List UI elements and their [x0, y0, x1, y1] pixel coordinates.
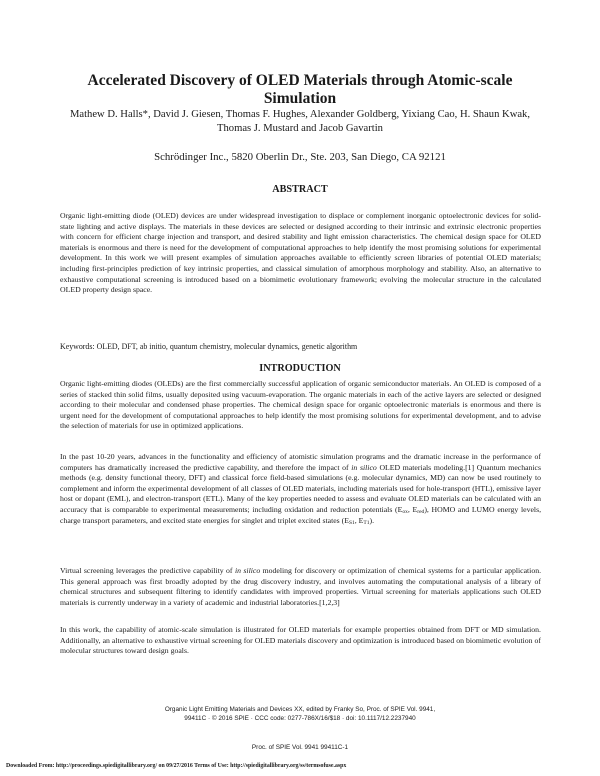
- intro-paragraph-2: In the past 10-20 years, advances in the functionality and efficiency of atomistic simulation programs and the dramatic increase in the performance of computers has dramatically increased the predictive capability, and therefore the impact of in silico OLED materials modeling.[1] Quantum mechanics methods (e.g. density functional theory, DFT) and classical force field-based simulations (e.g. molecular dynamics, MD) can now be used routinely to complement and inform the experimental development of all classes of OLED materials, including materials used for hole-transport (HTL), emissive layer host or dopant (EML), and electron-transport (ETL). Many of the key properties needed to assess and evaluate OLED materials can be calculated with an accuracy that is comparable to experimental measurements; including oxidation and reduction potentials ($E_{ox}$, $E_{red}$), HOMO and LUMO energy levels, charge transport parameters, and excited state energies for singlet and triplet excited states ($E_{S1}$, $E_{T1}$).: [60, 452, 542, 526]
- in-silico-term: in silico: [351, 462, 377, 472]
- citation-line-2: 99411C · © 2016 SPIE · CCC code: 0277-786X/16/$18 · doi: 10.1117/12.2237940: [184, 714, 416, 722]
- citation-line-1: Organic Light Emitting Materials and Devices XX, edited by Franky So, Proc. of SPIE Vol. 9941,: [164, 706, 436, 713]
- intro-paragraph-3: Virtual screening leverages the predictive capability of in silico modeling for discovery or optimization of chemical systems for a particular application. This general approach was first broadly adopted by the drug discovery industry, and involves automating the computational analysis of a library of chemical structures and subsequent filtering to identify candidates with improved properties. Virtual screening for materials applications such OLED materials is currently underway in a variety of academic and industrial laboratories.[1,2,3]: [60, 566, 542, 607]
- affiliation: Schrödinger Inc., 5820 Oberlin Dr., Ste. 203, San Diego, CA 92121: [154, 151, 446, 163]
- introduction-heading: INTRODUCTION: [259, 363, 341, 374]
- in-silico-term: in silico: [234, 566, 261, 575]
- intro-paragraph-1: Organic light-emitting diodes (OLEDs) are the first commercially successful application of organic semiconductor materials. An OLED is composed of a series of stacked thin solid films, usually deposited using vacuum-evaporation. The organic materials in each of the active layers are selected or designed according to their molecular and condensed phase properties. The chemical design space for organic optoelectronic materials is enormous and there is urgent need for the development of computational approaches to help identify the most promising solutions for experimental development, and to advise the selection of materials for use in optimized applications.: [60, 379, 541, 431]
- paper-title: Accelerated Discovery of OLED Materials through Atomic-scale Simulation: [87, 72, 513, 107]
- abstract-heading: ABSTRACT: [272, 184, 328, 195]
- page-number: Proc. of SPIE Vol. 9941 99411C-1: [251, 744, 349, 751]
- citation-footnote: [110, 706, 490, 724]
- intro-paragraph-4: In this work, the capability of atomic-scale simulation is illustrated for OLED materials for example properties obtained from DFT or MD simulation. Additionally, an alternative to exhaustive virtual screening for OLED materials discovery and optimization is introduced based on biomimetic evolution of molecular structures toward design goals.: [60, 625, 541, 656]
- download-notice: Downloaded From: http://proceedings.spiedigitallibrary.org/ on 09/27/2016 Terms of Use: http://spiedigitallibrary.org/ss/termsofuse.aspx: [6, 763, 347, 769]
- author-list: Mathew D. Halls*, David J. Giesen, Thomas F. Hughes, Alexander Goldberg, Yixiang Cao, H. Shaun Kwak, Thomas J. Mustard and Jacob Gavartin: [69, 109, 530, 134]
- abstract-paragraph: Organic light-emitting diode (OLED) devices are under widespread investigation to displace or complement inorganic optoelectronic devices for solid-state lighting and active displays. The materials in these devices are selected or designed according to their intrinsic and extrinsic electronic properties with concern for efficient charge injection and transport, and desired stability and light emission characteristics. The chemical design space for OLED materials is enormous and there is need for the development of computational approaches to help identify the most promising solutions for experimental development. In this work we will present examples of simulation approaches available to efficiently screen libraries of potential OLED materials; including first-principles prediction of key intrinsic properties, and classical simulation of amorphous morphology and stability. Also, an alternative to exhaustive computational screening is introduced based on a biomimetic evolutionary framework; evolving the molecular structure in the calculated OLED property design space.: [60, 211, 541, 295]
- keywords-line: Keywords: OLED, DFT, ab initio, quantum chemistry, molecular dynamics, genetic algorithm: [60, 342, 358, 351]
